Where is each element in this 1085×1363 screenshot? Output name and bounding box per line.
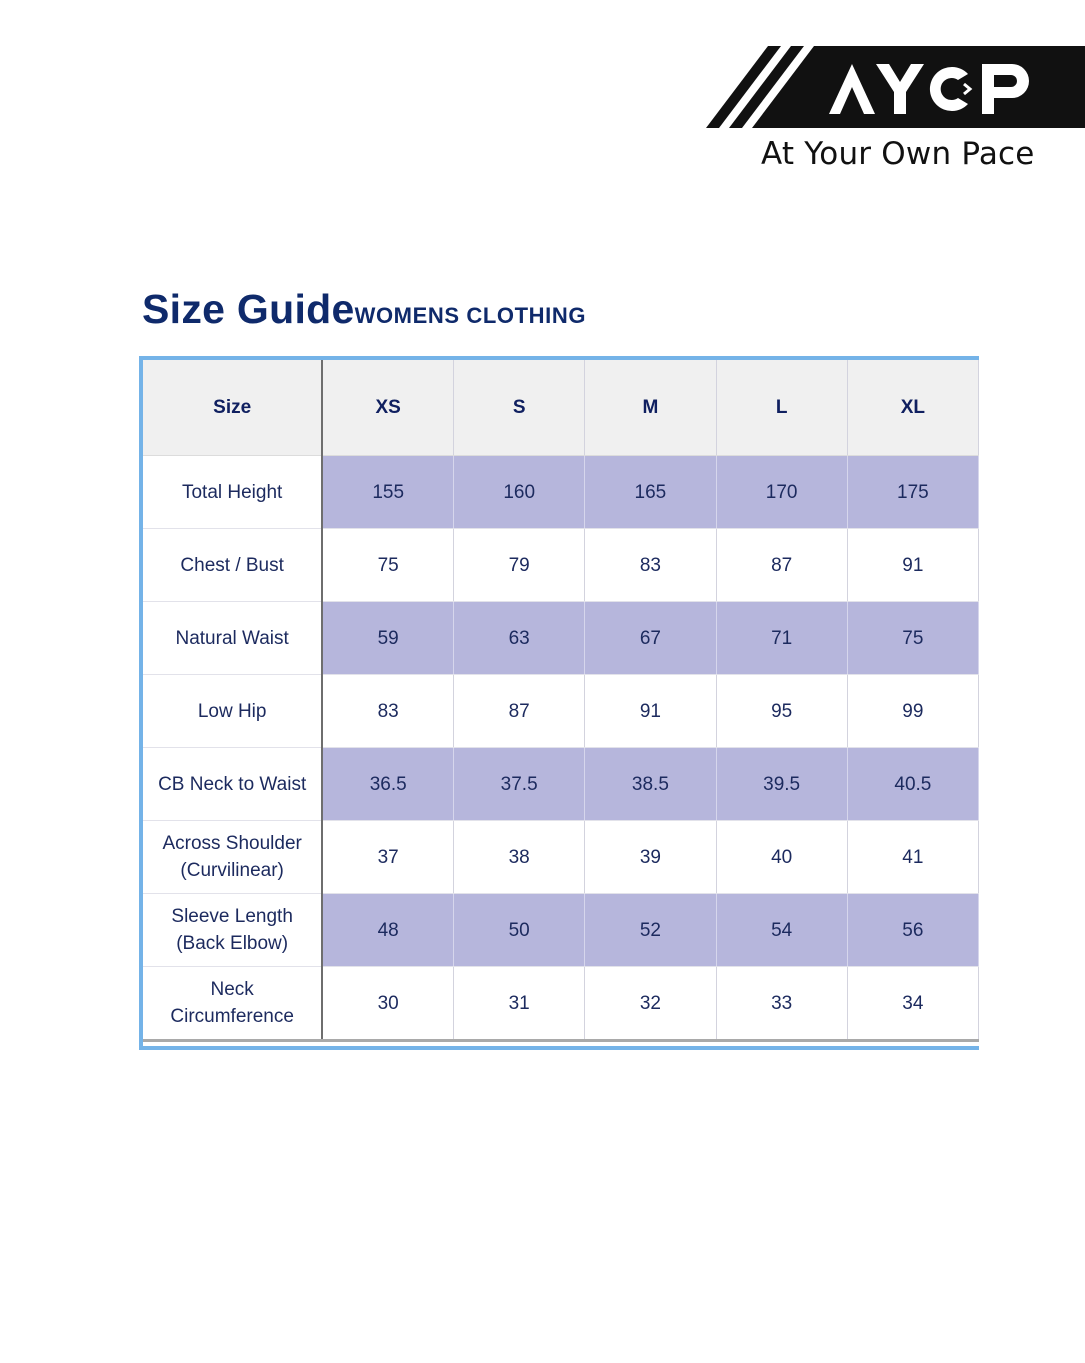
title-main: Size Guide (142, 286, 355, 332)
table-row (143, 602, 979, 675)
page-title (142, 286, 586, 333)
table-header-row (143, 360, 979, 456)
header-size-s: S (454, 360, 585, 456)
size-value-xl: 75 (847, 602, 978, 675)
size-value-xs: 75 (322, 529, 453, 602)
size-value-s: 63 (454, 602, 585, 675)
row-label: Chest / Bust (143, 529, 322, 602)
size-value-xs: 36.5 (322, 748, 453, 821)
size-value-xl: 56 (847, 894, 978, 967)
aycp-logo-icon (706, 46, 1085, 128)
size-value-m: 91 (585, 675, 716, 748)
size-value-m: 39 (585, 821, 716, 894)
size-guide-table-container (139, 356, 979, 1050)
size-value-m: 52 (585, 894, 716, 967)
size-value-xs: 155 (322, 456, 453, 529)
size-value-xl: 40.5 (847, 748, 978, 821)
size-value-xl: 175 (847, 456, 978, 529)
size-value-s: 38 (454, 821, 585, 894)
size-value-m: 165 (585, 456, 716, 529)
size-value-l: 40 (716, 821, 847, 894)
size-value-s: 50 (454, 894, 585, 967)
size-value-l: 39.5 (716, 748, 847, 821)
size-value-s: 37.5 (454, 748, 585, 821)
size-value-m: 83 (585, 529, 716, 602)
table-row (143, 748, 979, 821)
size-value-xs: 30 (322, 967, 453, 1041)
size-value-xs: 37 (322, 821, 453, 894)
row-label: Natural Waist (143, 602, 322, 675)
size-value-l: 33 (716, 967, 847, 1041)
size-value-l: 95 (716, 675, 847, 748)
row-label: Across Shoulder (Curvilinear) (143, 821, 322, 894)
size-value-xl: 99 (847, 675, 978, 748)
size-value-m: 38.5 (585, 748, 716, 821)
header-size-l: L (716, 360, 847, 456)
brand-tagline: At Your Own Pace (761, 136, 1035, 172)
size-value-m: 67 (585, 602, 716, 675)
row-label: CB Neck to Waist (143, 748, 322, 821)
row-label: Sleeve Length (Back Elbow) (143, 894, 322, 967)
size-value-xl: 41 (847, 821, 978, 894)
size-value-xs: 48 (322, 894, 453, 967)
header-size-label: Size (143, 360, 322, 456)
size-value-s: 87 (454, 675, 585, 748)
table-row (143, 967, 979, 1041)
size-value-l: 71 (716, 602, 847, 675)
size-value-s: 79 (454, 529, 585, 602)
row-label: Total Height (143, 456, 322, 529)
size-value-s: 160 (454, 456, 585, 529)
row-label: Low Hip (143, 675, 322, 748)
header-size-m: M (585, 360, 716, 456)
table-row (143, 675, 979, 748)
size-value-l: 87 (716, 529, 847, 602)
size-value-xs: 59 (322, 602, 453, 675)
size-value-s: 31 (454, 967, 585, 1041)
brand-logo (706, 46, 1085, 128)
size-value-l: 54 (716, 894, 847, 967)
size-value-xl: 91 (847, 529, 978, 602)
row-label: Neck Circumference (143, 967, 322, 1041)
table-row (143, 894, 979, 967)
size-value-xl: 34 (847, 967, 978, 1041)
table-row (143, 456, 979, 529)
size-value-xs: 83 (322, 675, 453, 748)
header-size-xs: XS (322, 360, 453, 456)
size-guide-table (143, 360, 979, 1042)
table-body (143, 456, 979, 1041)
table-row (143, 821, 979, 894)
size-value-m: 32 (585, 967, 716, 1041)
table-row (143, 529, 979, 602)
header-size-xl: XL (847, 360, 978, 456)
size-value-l: 170 (716, 456, 847, 529)
title-subtitle: WOMENS CLOTHING (354, 303, 587, 328)
